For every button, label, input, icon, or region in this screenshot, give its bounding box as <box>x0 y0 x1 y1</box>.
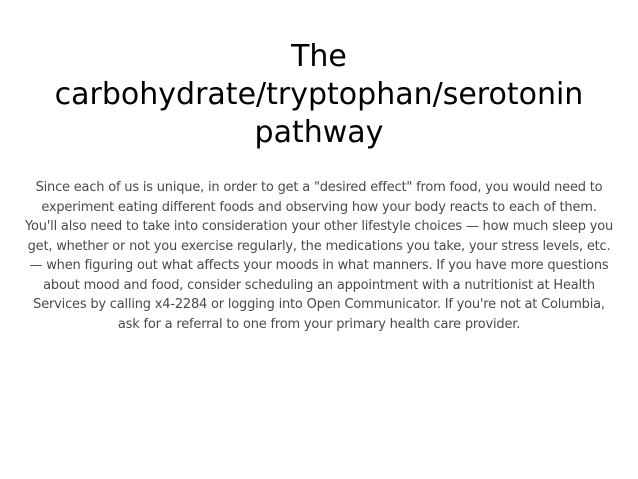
slide-body-text: Since each of us is unique, in order to get a "desired effect" from food, you would need to experiment eating different foods and observing how your body reacts to each of them. You'll also need to take into consideration your other lifestyle choices — how much sleep you get, whether or not you exercise regularly, the medications you take, your stress levels, etc. — when figuring out what affects your moods in what manners. If you have more questions about mood and food, consider scheduling an appointment with a nutritionist at Health Services by calling x4-2284 or logging into Open Communicator. If you're not at Columbia, ask for a referral to one from your primary health care provider. <box>25 180 613 332</box>
slide-title <box>20 38 618 152</box>
slide-title-line-1: The <box>291 39 347 75</box>
slide-title-line-2: carbohydrate/tryptophan/serotonin <box>54 77 584 113</box>
slide-title-line-3: pathway <box>254 115 384 151</box>
